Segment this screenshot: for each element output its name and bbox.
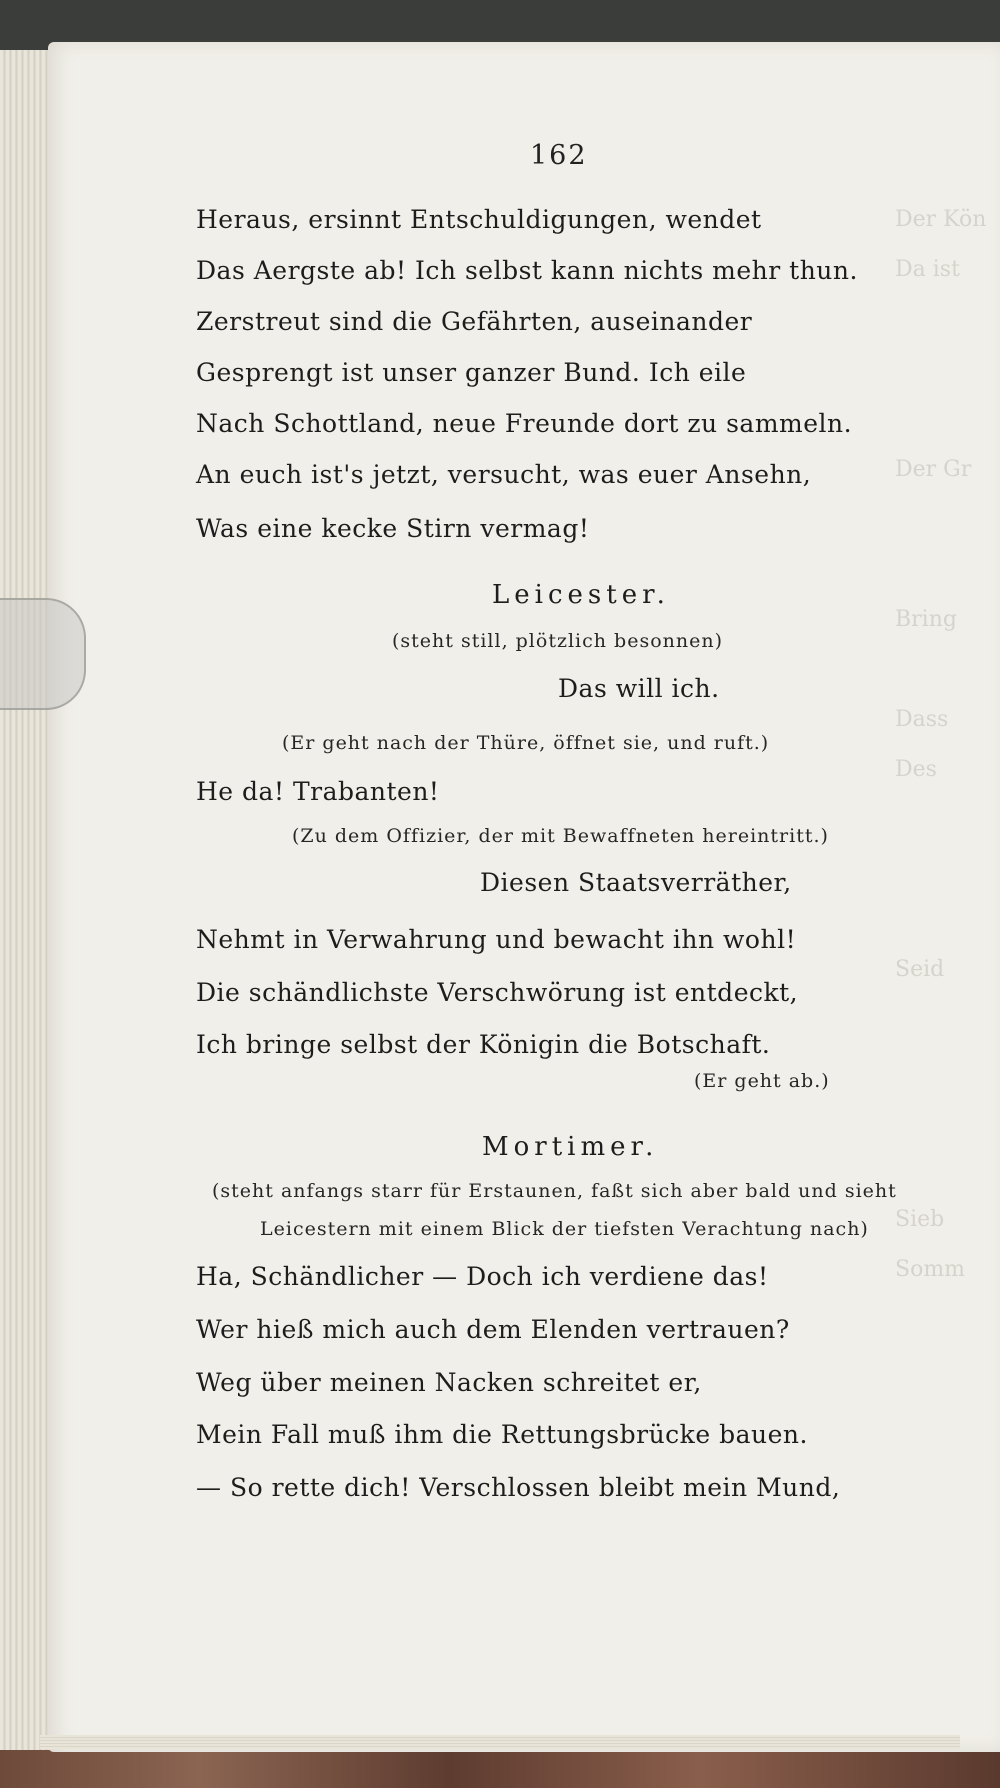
stage-direction: (steht anfangs starr für Erstaunen, faßt sich aber bald und sieht — [212, 1180, 897, 1202]
verse-line: Diesen Staatsverräther, — [480, 868, 792, 897]
page-clip — [0, 598, 86, 710]
speaker-name: Leicester. — [492, 580, 670, 610]
verse-line: Die schändlichste Verschwörung ist entdeckt, — [196, 978, 799, 1007]
page-number: 162 — [530, 140, 588, 171]
stage-direction: (Er geht nach der Thüre, öffnet sie, und ruft.) — [282, 732, 770, 754]
verse-line: Heraus, ersinnt Entschuldigungen, wendet — [196, 205, 762, 234]
verse-line: Das will ich. — [558, 674, 720, 703]
verse-line: Mein Fall muß ihm die Rettungsbrücke bauen. — [196, 1420, 808, 1449]
verse-line: — So rette dich! Verschlossen bleibt mein Mund, — [196, 1473, 841, 1502]
verse-line: Nach Schottland, neue Freunde dort zu sammeln. — [196, 409, 853, 438]
stage-direction: (Er geht ab.) — [694, 1070, 830, 1092]
stage-direction: Leicestern mit einem Blick der tiefsten Verachtung nach) — [260, 1218, 869, 1240]
verse-line: Was eine kecke Stirn vermag! — [196, 514, 590, 543]
verse-line: Ha, Schändlicher — Doch ich verdiene das! — [196, 1262, 769, 1291]
stage-direction: (steht still, plötzlich besonnen) — [392, 630, 724, 652]
verse-line: An euch ist's jetzt, versucht, was euer Ansehn, — [196, 460, 812, 489]
verse-line: Wer hieß mich auch dem Elenden vertrauen? — [196, 1315, 790, 1344]
verse-line: Ich bringe selbst der Königin die Botschaft. — [196, 1030, 771, 1059]
verse-line: Zerstreut sind die Gefährten, auseinander — [196, 307, 753, 336]
verse-line: Das Aergste ab! Ich selbst kann nichts mehr thun. — [196, 256, 858, 285]
verse-line: Weg über meinen Nacken schreitet er, — [196, 1368, 702, 1397]
verse-line: He da! Trabanten! — [196, 777, 440, 806]
stage-direction: (Zu dem Offizier, der mit Bewaffneten hereintritt.) — [292, 825, 829, 847]
verse-line: Nehmt in Verwahrung und bewacht ihn wohl! — [196, 925, 797, 954]
bleed-through-text: Der Kön Da ist Der Gr Bring Dass Des Seid Sieb Somm — [895, 207, 987, 1282]
verse-line: Gesprengt ist unser ganzer Bund. Ich eile — [196, 358, 747, 387]
page-stack-bottom — [40, 1735, 960, 1749]
speaker-name: Mortimer. — [482, 1132, 659, 1162]
